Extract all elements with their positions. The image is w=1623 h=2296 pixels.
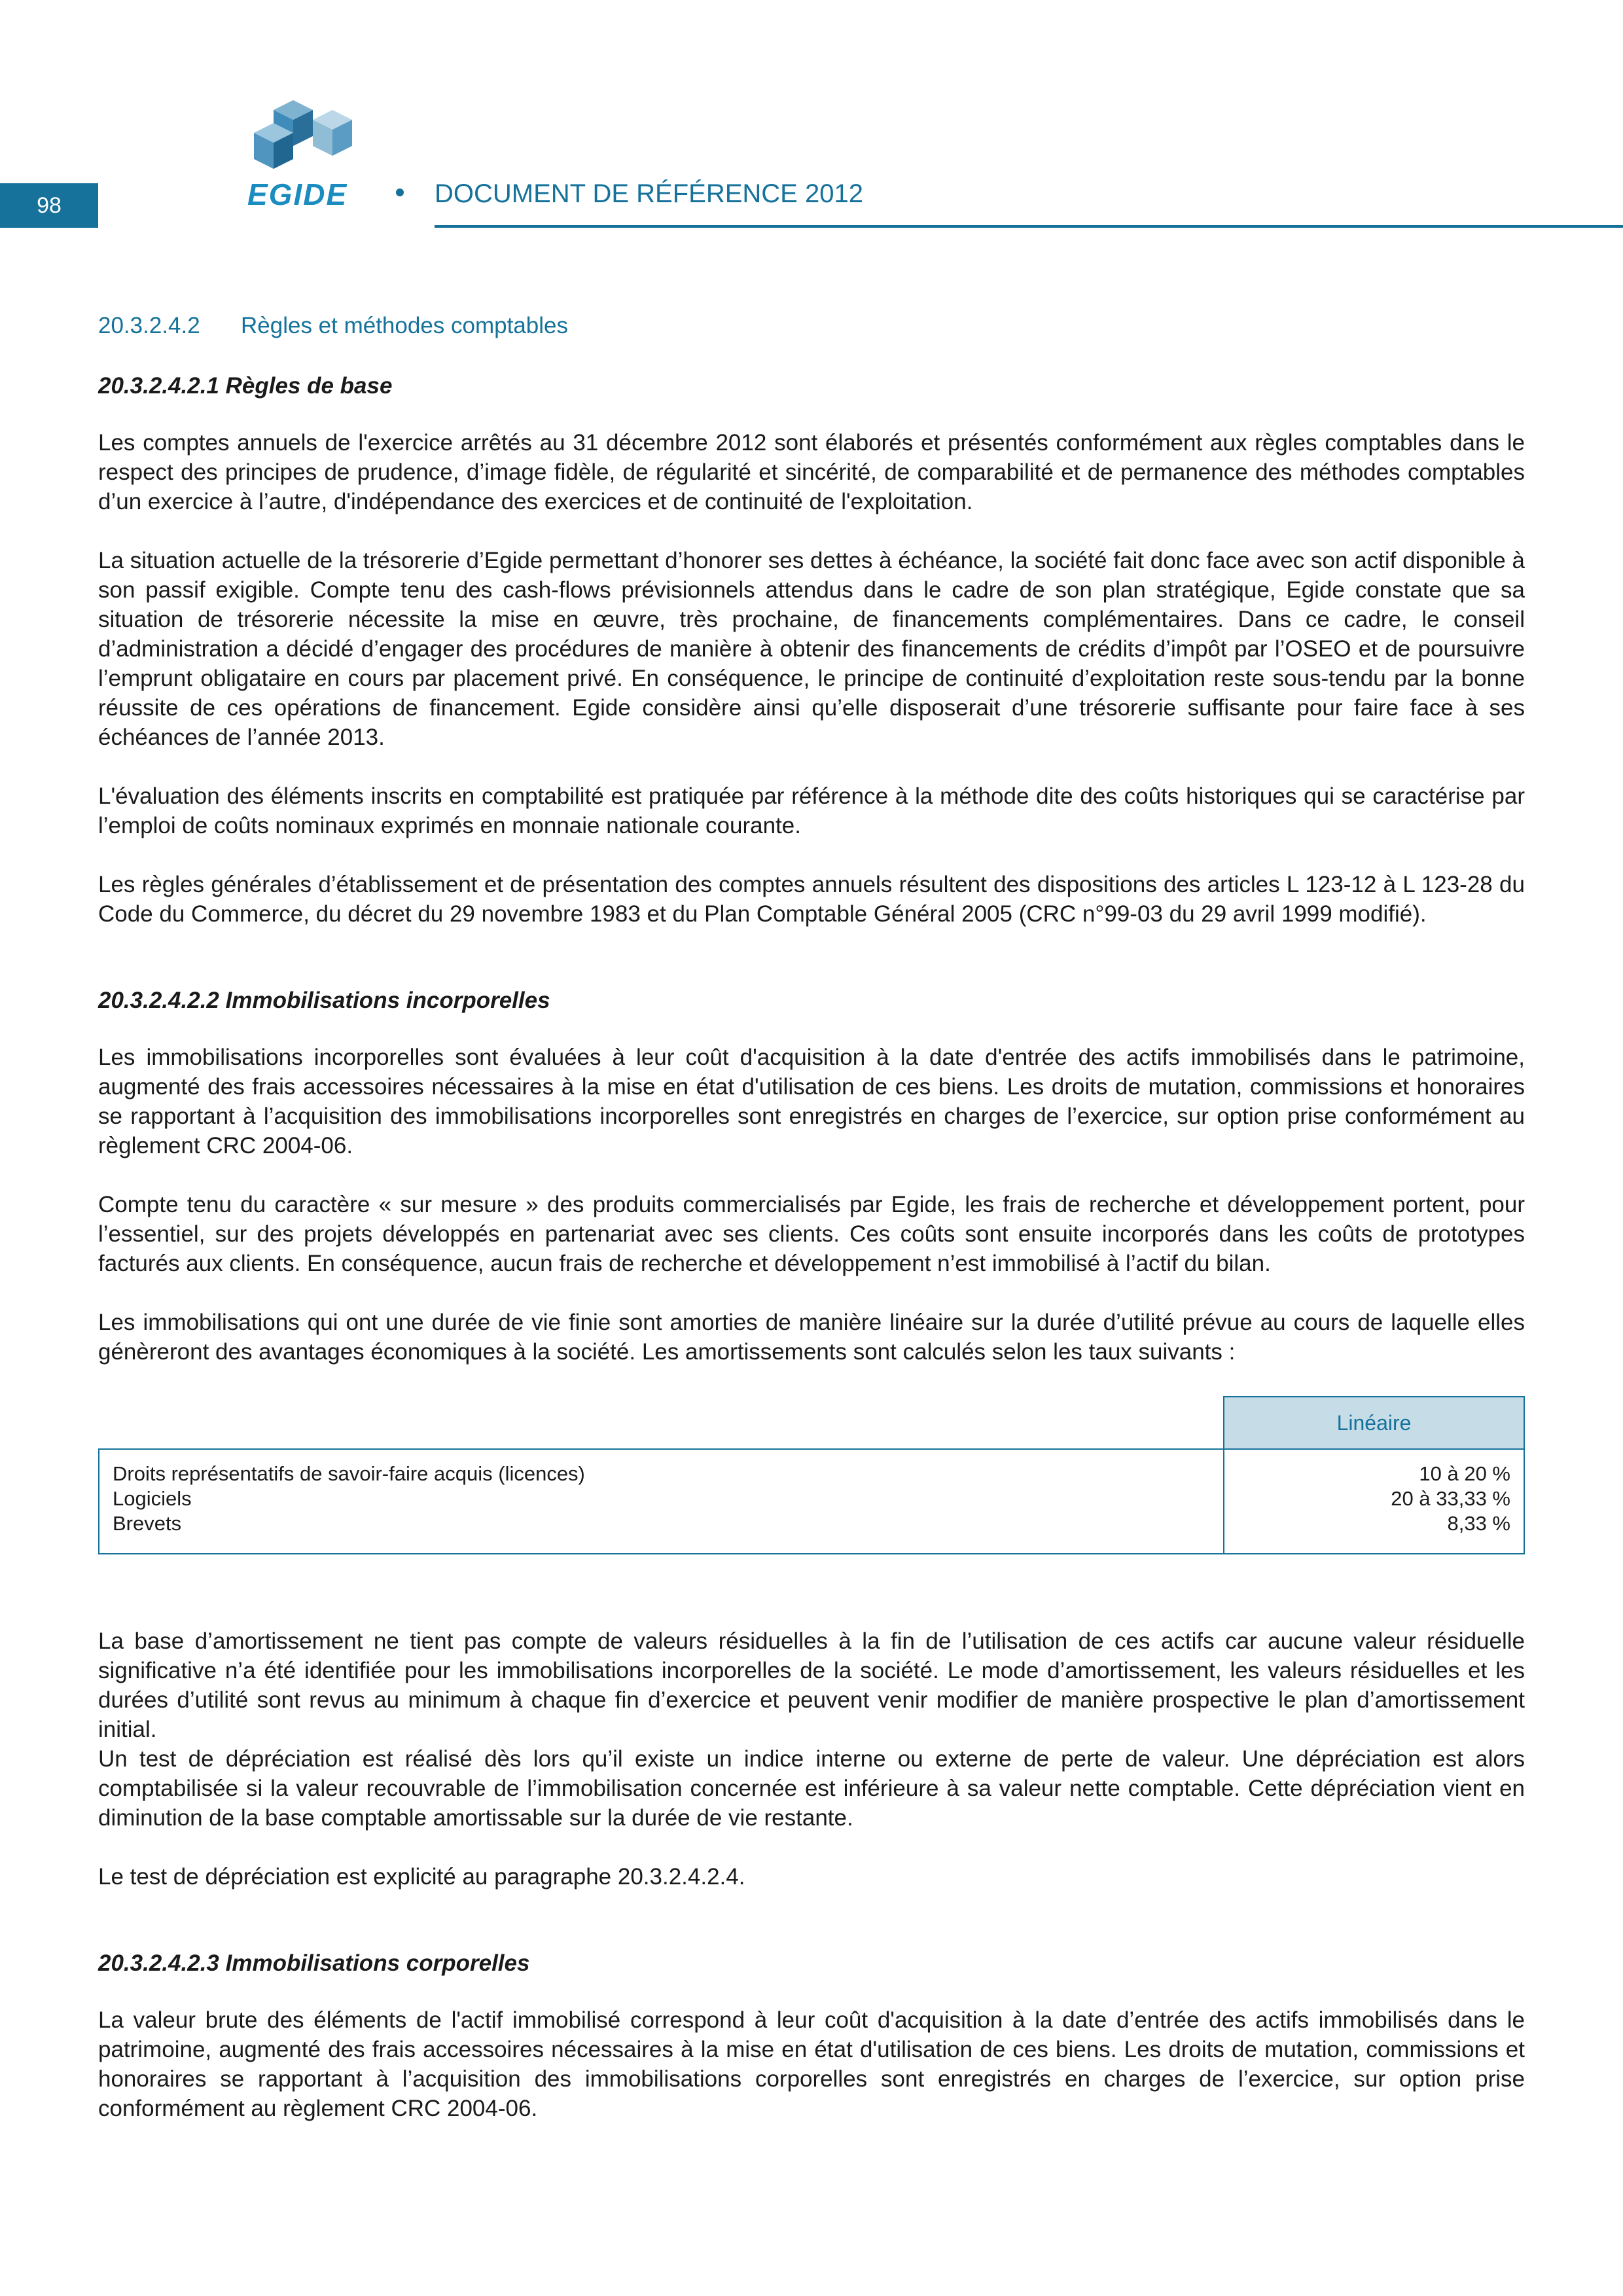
subsection-heading-incorporelles: 20.3.2.4.2.2 Immobilisations incorporelles bbox=[98, 988, 550, 1013]
paragraph: La situation actuelle de la trésorerie d’Egide permettant d’honorer ses dettes à échéance, la société fait donc face avec son actif disponible à son passif exigible. Compte tenu des cash-flows prévisionnels attendus dans le cadre de son plan stratégique, Egide constate que sa situation de trésorerie nécessite la mise en œuvre, très prochaine, de financements complémentaires. Dans ce cadre, le conseil d’administration a décidé d’engager des procédures de manière à obtenir des financements de crédits d’impôt par l’OSEO et de poursuivre l’emprunt obligataire en cours par placement privé. En conséquence, le principe de continuité d’exploitation reste sous-tendu par la bonne réussite de ces opérations de financement. Egide considère ainsi qu’elle disposerait d’une trésorerie suffisante pour faire face à ses échéances de l’année 2013. bbox=[98, 548, 1525, 750]
table-rates-cell bbox=[1224, 1449, 1524, 1554]
paragraph: La base d’amortissement ne tient pas compte de valeurs résiduelles à la fin de l’utilisation de ces actifs car aucune valeur résiduelle significative n’a été identifiée pour les immobilisations incorporelles de la société. Le mode d’amortissement, les valeurs résiduelles et les durées d’utilité sont revus au minimum à chaque fin d’exercice et peuvent venir modifier de manière prospective le plan d’amortissement initial. bbox=[98, 1628, 1525, 1742]
subsection-heading-base: 20.3.2.4.2.1 Règles de base bbox=[98, 373, 393, 399]
amortization-rates-table bbox=[98, 1396, 1525, 1554]
paragraph: Les comptes annuels de l'exercice arrêtés au 31 décembre 2012 sont élaborés et présentés conformément aux règles comptables dans le respect des principes de prudence, d’image fidèle, de régularité et sincérité, de comparabilité et de permanence des méthodes comptables d’un exercice à l’autre, d'indépendance des exercices et de continuité de l'exploitation. bbox=[98, 430, 1525, 514]
section-title: Règles et méthodes comptables bbox=[241, 313, 568, 338]
table-row-rate: 20 à 33,33 % bbox=[1391, 1487, 1510, 1510]
paragraph: La valeur brute des éléments de l'actif immobilisé correspond à leur coût d'acquisition à la date d’entrée des actifs immobilisés dans le patrimoine, augmenté des frais accessoires nécessaires à la mise en état d'utilisation de ces biens. Les droits de mutation, commissions et honoraires se rapportant à l’acquisition des immobilisations corporelles sont enregistrés en charges de l’exercice, sur option prise conformément au règlement CRC 2004-06. bbox=[98, 2007, 1525, 2121]
table-row-rate: 8,33 % bbox=[1447, 1512, 1510, 1535]
paragraph: Les immobilisations qui ont une durée de vie finie sont amorties de manière linéaire sur la durée d’utilité prévue au cours de laquelle elles génèreront des avantages économiques à la société. Les amortissements sont calculés selon les taux suivants : bbox=[98, 1310, 1525, 1365]
table-row bbox=[99, 1449, 1524, 1554]
table-blank-header bbox=[99, 1397, 1224, 1449]
page-number: 98 bbox=[0, 183, 98, 228]
egide-logo-text: EGIDE bbox=[247, 177, 348, 211]
section-heading bbox=[98, 313, 1525, 339]
paragraph: Compte tenu du caractère « sur mesure » des produits commercialisés par Egide, les frais de recherche et développement portent, pour l’essentiel, sur des projets développés en partenariat avec ses clients. Ces coûts sont ensuite incorporés dans les coûts de prototypes facturés aux clients. En conséquence, aucun frais de recherche et développement n’est immobilisé à l’actif du bilan. bbox=[98, 1192, 1525, 1276]
paragraph: Les immobilisations incorporelles sont évaluées à leur coût d'acquisition à la date d'entrée des actifs immobilisés dans le patrimoine, augmenté des frais accessoires nécessaires à la mise en état d'utilisation de ces biens. Les droits de mutation, commissions et honoraires se rapportant à l’acquisition des immobilisations incorporelles sont enregistrés en charges de l’exercice, sur option prise conformément au règlement CRC 2004-06. bbox=[98, 1045, 1525, 1158]
section-number: 20.3.2.4.2 bbox=[98, 313, 200, 338]
table-labels-cell bbox=[99, 1449, 1224, 1554]
paragraph: Un test de dépréciation est réalisé dès lors qu’il existe un indice interne ou externe de perte de valeur. Une dépréciation est alors comptabilisée si la valeur recouvrable de l’immobilisation concernée est inférieure à sa valeur nette comptable. Cette dépréciation vient en diminution de la base comptable amortissable sur la durée de vie restante. bbox=[98, 1746, 1525, 1831]
table-column-header: Linéaire bbox=[1224, 1397, 1524, 1449]
paragraph: Les règles générales d’établissement et de présentation des comptes annuels résultent des dispositions des articles L 123-12 à L 123-28 du Code du Commerce, du décret du 29 novembre 1983 et du Plan Comptable Général 2005 (CRC n°99-03 du 29 avril 1999 modifié). bbox=[98, 872, 1525, 927]
document-title: DOCUMENT DE RÉFÉRENCE 2012 bbox=[435, 179, 863, 208]
table-row-rate: 10 à 20 % bbox=[1419, 1462, 1510, 1485]
header-bullet bbox=[396, 188, 404, 196]
table-row-label: Logiciels bbox=[113, 1487, 192, 1510]
paragraph: L'évaluation des éléments inscrits en comptabilité est pratiquée par référence à la méthode dite des coûts historiques qui se caractérise par l’emploi de coûts nominaux exprimés en monnaie nationale courante. bbox=[98, 783, 1525, 838]
table-row-label: Brevets bbox=[113, 1512, 182, 1535]
subsection-heading-corporelles: 20.3.2.4.2.3 Immobilisations corporelles bbox=[98, 1950, 530, 1976]
paragraph: Le test de dépréciation est explicité au paragraphe 20.3.2.4.2.4. bbox=[98, 1864, 745, 1890]
egide-cubes-logo bbox=[247, 84, 372, 182]
main-content bbox=[98, 313, 1525, 2153]
header-rule bbox=[435, 225, 1623, 228]
table-row-label: Droits représentatifs de savoir-faire acquis (licences) bbox=[113, 1462, 585, 1485]
